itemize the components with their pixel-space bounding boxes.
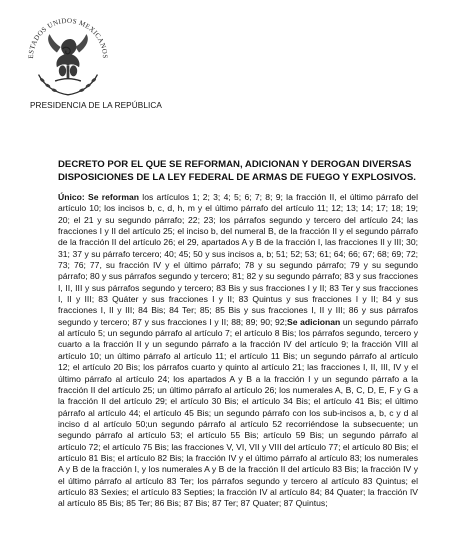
adicionan-text: un segundo párrafo al artículo 5; un segundo párrafo al artículo 7; el artículo 8 Bis; los párrafos segundo, tercero y cuarto a la fracción II y un segundo párrafo a la fracción IV del artículo 9; la fracción VIII al artículo 10; un último párrafo al artículo 11; el artículo 11 Bis; un segundo párrafo al artículo 12; el artículo 20 Bis; los párrafos cuarto y quinto al artículo 21; las fracciones I, II, III, IV y el último párrafo al artículo 24; los apartados A y B a la fracción I y un segundo párrafo a la fracción II del artículo 25; un último párrafo al artículo 26; los numerales A, B, C, D, E, F y G a la fracción II del artículo 29; el artículo 30 Bis; el artículo 34 Bis; el artículo 41 Bis; el último párrafo al artículo 44; el artículo 45 Bis; un segundo párrafo con los sub-incisos a, b, c y d al inciso d al artículo 50;un segundo párrafo al artículo 52 recorriéndose la subsecuente; un segundo párrafo al artículo 53; el artículo 55 Bis; artículo 59 Bis; un segundo párrafo al artículo 72; el artículo 75 Bis; las fracciones V, VI, VII y VIII del artículo 77; el artículo 80 Bis; el artículo 81 Bis; el artículo 82 Bis; la fracción IV y el último párrafo al artículo 83; los numerales A y B de la fracción I, y los numerales A y B de la fracción II del artículo 83 Bis; la fracción IV y el último párrafo al artículo 83 Ter; los párrafos segundo y tercero al artículo 83 Quintus; el artículo 83 Sexies; el artículo 83 Septies; la fracción IV al artículo 84; 84 Quater; la fracción IV al artículo 85 Bis; 85 Ter; 86 Bis; 87 Bis; 87 Ter; 87 Quater; 87 Quintus; — [58, 316, 418, 509]
eagle-seal-icon — [22, 12, 114, 104]
reforman-text: los artículos 1; 2; 3; 4; 5; 6; 7; 8; 9; la fracción II, el último párrafo del artículo 10; los incisos b, c, d, h, m y el último párrafo del artículo 11; 12; 13; 14; 17; 18; 19; 20; el 21 y su segundo párrafo; 22; 23; los párrafos segundo y tercero del artículo 24; las fracciones I y II del artículo 25; el inciso b, del numeral B, de la fracción II y el segundo párrafo de la fracción II del artículo 26; el 29, apartados A y B de la fracción I, las fracciones II y III; 30; 31; 37 y su párrafo tercero; 40; 45; 50 y sus incisos a, b; 51; 52; 53; 61; 64; 66; 67; 68; 69; 72; 73; 76; 77, su fracción IV y el último párrafo; 78 y su segundo párrafo; 79 y su segundo párrafo; 80 y sus párrafos segundo y tercero; 81; 82 y su segundo párrafo; 83 y sus fracciones I, II, III y sus párrafos segundo y tercero; 83 Bis y sus fracciones I y II; 83 Ter y sus fracciones I, II y III; 83 Quáter y sus fracciones I y II; 83 Quintus y sus fracciones I y II; 84 y sus fracciones I, II y III; 84 Bis; 84 Ter; 85; 85 Bis y sus fracciones I, II y III; 86 y sus párrafos segundo y tercero; 87 y sus fracciones I y II; 88; 89; 90; 92; — [58, 192, 418, 327]
national-seal — [22, 12, 114, 104]
decree-title: DECRETO POR EL QUE SE REFORMAN, ADICIONAN Y DEROGAN DIVERSAS DISPOSICIONES DE LA LEY FEDERAL DE ARMAS DE FUEGO Y EXPLOSIVOS. — [58, 159, 416, 183]
svg-text:ESTADOS UNIDOS MEXICANOS: ESTADOS UNIDOS MEXICANOS — [26, 16, 110, 59]
adicionan-label: Se adicionan — [286, 316, 341, 327]
reforman-label: Se reforman — [88, 192, 140, 202]
office-name: PRESIDENCIA DE LA REPÚBLICA — [30, 101, 162, 110]
decree-body — [58, 192, 418, 510]
article-label: Único: — [58, 192, 85, 202]
